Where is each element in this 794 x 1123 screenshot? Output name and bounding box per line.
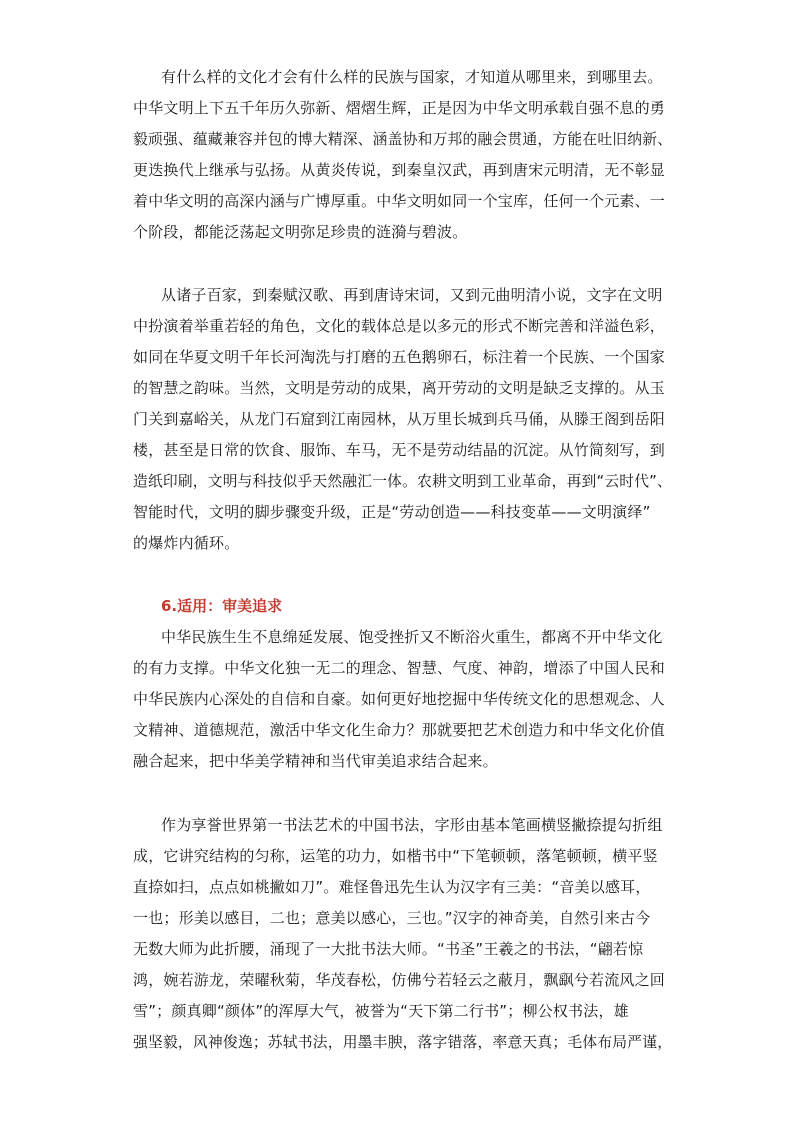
para4-line-8: 强坚毅，风神俊逸；苏轼书法，用墨丰腴，落字错落，率意天真；毛体布局严谨，: [133, 1033, 673, 1051]
para2-line-4: 的智慧之韵味。当然，文明是劳动的成果，离开劳动的文明是缺乏支撑的。从玉: [133, 379, 666, 397]
para2-line-9: 的爆炸内循环。: [133, 534, 240, 552]
para2-line-6: 楼，甚至是日常的饮食、服饰、车马，无不是劳动结晶的沉淀。从竹简刻写，到: [133, 441, 666, 459]
para4-line-3: 直捺如扫，点点如桃撇如刀”。难怪鲁迅先生认为汉字有三美：“音美以感耳，: [133, 878, 651, 896]
para4-line-2: 成，它讲究结构的匀称，运笔的功力，如楷书中“下笔顿顿，落笔顿顿，横平竖: [133, 847, 658, 865]
para1-line-3: 毅顽强、蕴藏兼容并包的博大精深、涵盖协和万邦的融会贯通，方能在吐旧纳新、: [133, 130, 673, 148]
para3-line-4: 文精神、道德规范，激活中华文化生命力？那就要把艺术创造力和中华文化价值: [133, 721, 666, 739]
para2-line-7: 造纸印刷，文明与科技似乎天然融汇一体。农耕文明到工业革命，再到“云时代”、: [133, 472, 672, 490]
para4-line-7: 雪”；颜真卿“颜体”的浑厚大气，被誉为“天下第二行书”；柳公权书法，雄: [133, 1002, 629, 1020]
para2-line-2: 中扮演着举重若轻的角色，文化的载体总是以多元的形式不断完善和洋溢色彩，: [133, 317, 666, 335]
para3-line-5: 融合起来，把中华美学精神和当代审美追求结合起来。: [133, 752, 498, 770]
para4-line-4: 一也；形美以感目，二也；意美以感心，三也。”汉字的神奇美，自然引来古今: [133, 909, 651, 927]
para1-line-2: 中华文明上下五千年历久弥新、熠熠生辉，正是因为中华文明承载自强不息的勇: [133, 99, 666, 117]
para1-line-5: 着中华文明的高深内涵与广博厚重。中华文明如同一个宝库，任何一个元素、一: [133, 192, 666, 210]
para1-line-4: 更迭换代上继承与弘扬。从黄炎传说，到秦皇汉武，再到唐宋元明清，无不彰显: [133, 161, 666, 179]
para2-line-8: 智能时代，文明的脚步骤变升级，正是“劳动创造——科技变革——文明演绎”: [133, 503, 651, 521]
para2-line-1: 从诸子百家，到秦赋汉歌、再到唐诗宋词，又到元曲明清小说，文字在文明: [161, 286, 663, 304]
para1-line-6: 个阶段，都能泛荡起文明弥足珍贵的涟漪与碧波。: [133, 223, 468, 241]
para4-line-5: 无数大师为此折腰，涌现了一大批书法大师。“书圣”王羲之的书法，“翩若惊: [133, 940, 644, 958]
para2-line-5: 门关到嘉峪关，从龙门石窟到江南园林，从万里长城到兵马俑，从滕王阁到岳阳: [133, 410, 666, 428]
para4-line-1: 作为享誉世界第一书法艺术的中国书法，字形由基本笔画横竖撇捺提勾折组: [161, 816, 663, 834]
para3-line-1: 中华民族生生不息绵延发展、饱受挫折又不断浴火重生，都离不开中华文化: [161, 628, 663, 646]
para4-line-6: 鸿，婉若游龙，荣曜秋菊，华茂春松，仿佛兮若轻云之蔽月，飘飖兮若流风之回: [133, 971, 666, 989]
section-heading: 6.适用：审美追求: [161, 597, 283, 615]
para2-line-3: 如同在华夏文明千年长河淘洗与打磨的五色鹅卵石，标注着一个民族、一个国家: [133, 348, 666, 366]
para3-line-2: 的有力支撑。中华文化独一无二的理念、智慧、气度、神韵，增添了中国人民和: [133, 659, 666, 677]
para3-line-3: 中华民族内心深处的自信和自豪。如何更好地挖掘中华传统文化的思想观念、人: [133, 690, 666, 708]
para1-line-1: 有什么样的文化才会有什么样的民族与国家，才知道从哪里来，到哪里去。: [161, 68, 663, 86]
